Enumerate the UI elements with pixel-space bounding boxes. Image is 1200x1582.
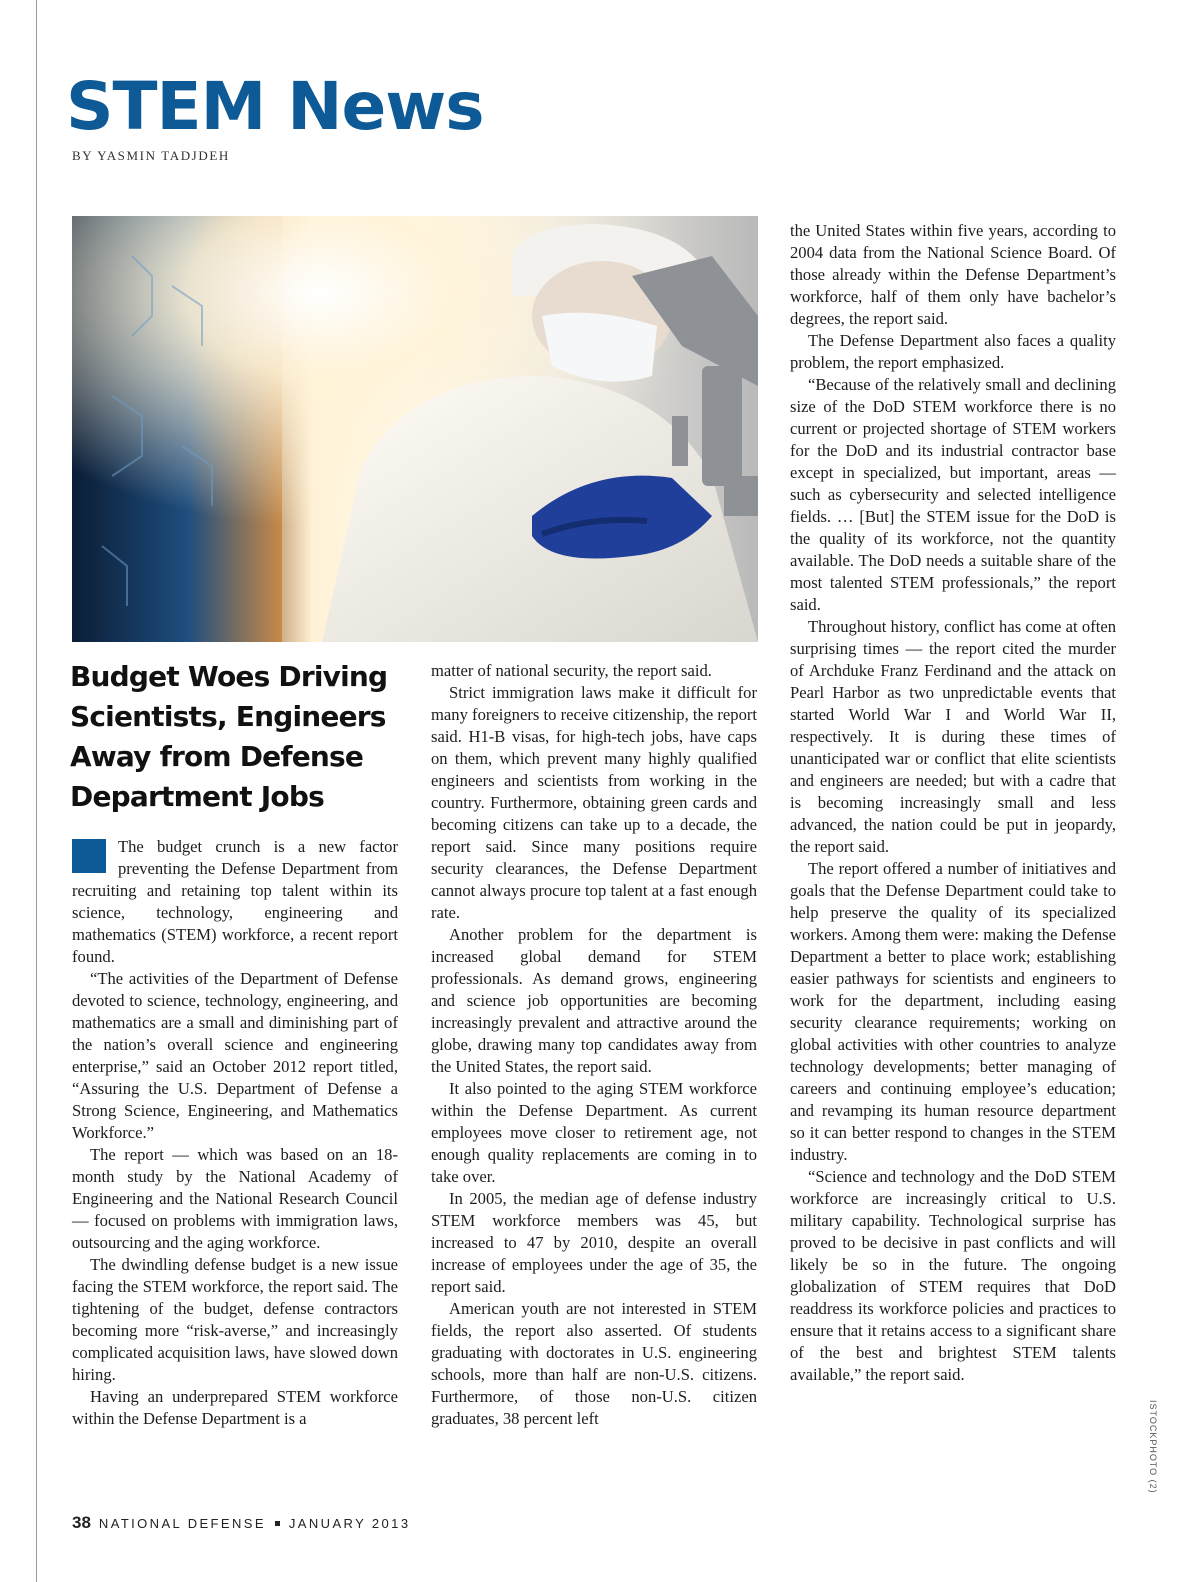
photo-credit: ISTOCKPHOTO (2) — [1148, 1400, 1158, 1494]
article-paragraph: The dwindling defense budget is a new issue facing the STEM workforce, the report said. The tightening of the budget, defense contractors becoming more “risk-averse,” and increasingly complicated acquisition laws, have slowed down hiring. — [72, 1255, 398, 1384]
section-title: STEM News — [66, 68, 484, 145]
article-column-3 — [790, 220, 1116, 1386]
article-paragraph: It also pointed to the aging STEM workforce within the Defense Department. As current employees move closer to retirement age, not enough quality replacements are coming in to take over. — [431, 1079, 757, 1186]
article-paragraph: the United States within five years, according to 2004 data from the National Science Board. Of those already within the Defense Department’s workforce, half of them only have bachelor’s degrees, the report said. — [790, 221, 1116, 328]
article-paragraph: Another problem for the department is increased global demand for STEM professionals. As demand grows, engineering and science job opportunities are becoming increasingly prevalent and attractive around the globe, drawing many top candidates away from the United States, the report said. — [431, 925, 757, 1076]
page-margin-rule — [36, 0, 37, 1582]
drop-cap-square — [72, 839, 106, 873]
article-column-2 — [431, 660, 757, 1430]
page-number: 38 — [72, 1513, 91, 1532]
article-paragraph: “Because of the relatively small and declining size of the DoD STEM workforce there is no current or projected shortage of STEM workers for the DoD and its industrial contractor base except in specialized, but important, areas — such as cybersecurity and selected intelligence fields. … [But] the STEM issue for the DoD is the quality of its workforce, not the quantity available. The DoD needs a suitable share of the most talented STEM professionals,” the report said. — [790, 375, 1116, 614]
article-paragraph: The Defense Department also faces a quality problem, the report emphasized. — [790, 331, 1116, 372]
footer-separator — [275, 1521, 280, 1526]
byline: BY YASMIN TADJDEH — [72, 148, 230, 163]
article-column-1 — [72, 836, 398, 1430]
photo-illustration — [72, 216, 758, 642]
page-footer — [72, 1513, 410, 1533]
article-paragraph: “The activities of the Department of Defense devoted to science, technology, engineering, and mathematics are a small and diminishing part of the nation’s overall science and engineering enterprise,” said an October 2012 report titled, “Assuring the U.S. Department of Defense a Strong Science, Engineering, and Mathematics Workforce.” — [72, 969, 398, 1142]
article-paragraph: American youth are not interested in STEM fields, the report also asserted. Of students graduating with doctorates in U.S. engineering schools, more than half are non-U.S. citizens. Furthermore, of those non-U.S. citizen graduates, 38 percent left — [431, 1299, 757, 1428]
article-paragraph: The report — which was based on an 18-month study by the National Academy of Engineering and the National Research Council — focused on problems with immigration laws, outsourcing and the aging workforce. — [72, 1145, 398, 1252]
scientist-microscope-photo — [72, 216, 758, 642]
article-paragraph: matter of national security, the report said. — [431, 661, 712, 680]
issue-date: JANUARY 2013 — [288, 1516, 411, 1531]
article-headline: Budget Woes Driving Scientists, Engineers Away from Defense Department Jobs — [70, 660, 388, 813]
lead-paragraph — [72, 836, 398, 968]
article-paragraph: Throughout history, conflict has come at often surprising times — the report cited the murder of Archduke Franz Ferdinand and the attack on Pearl Harbor as two unpredictable events that started World War I and World War II, respectively. It is during these times of unanticipated war or conflict that elite scientists and engineers are needed; but with a cadre that is becoming increasingly small and less advanced, the nation could be put in jeopardy, the report said. — [790, 617, 1116, 856]
article-paragraph: Strict immigration laws make it difficult for many foreigners to receive citizenship, the report said. H1-B visas, for high-tech jobs, have caps on them, which prevent many highly qualified engineers and scientists from working in the country. Furthermore, obtaining green cards and becoming citizens can take up to a decade, the report said. Since many positions require security clearances, the Defense Department cannot always procure top talent at a fast enough rate. — [431, 683, 757, 922]
publication-name: NATIONAL DEFENSE — [98, 1516, 266, 1531]
article-paragraph: Having an underprepared STEM workforce within the Defense Department is a — [72, 1387, 398, 1428]
lead-paragraph-text: The budget crunch is a new factor preventing the Defense Department from recruiting and retaining top talent within its science, technology, engineering and mathematics (STEM) workforce, a recent report found. — [72, 837, 398, 966]
article-paragraph: The report offered a number of initiatives and goals that the Defense Department could take to help preserve the quality of its specialized workers. Among them were: making the Defense Department a better to place work; establishing easier pathways for scientists and engineers to work for the department, including easing security clearance requirements; working on global activities with other countries to analyze technology developments; better managing of careers and continuing employee’s education; and revamping its human resource department so it can better respond to changes in the STEM industry. — [790, 859, 1116, 1164]
article-paragraph: In 2005, the median age of defense industry STEM workforce members was 45, but increased to 47 by 2010, despite an overall increase of employees under the age of 35, the report said. — [431, 1189, 757, 1296]
article-paragraph: “Science and technology and the DoD STEM workforce are increasingly critical to U.S. military capability. Technological surprise has proved to be decisive in past conflicts and will likely be so in the future. The ongoing globalization of STEM requires that DoD readdress its workforce policies and practices to ensure that it retains access to a significant share of the best and brightest STEM talents available,” the report said. — [790, 1167, 1116, 1384]
